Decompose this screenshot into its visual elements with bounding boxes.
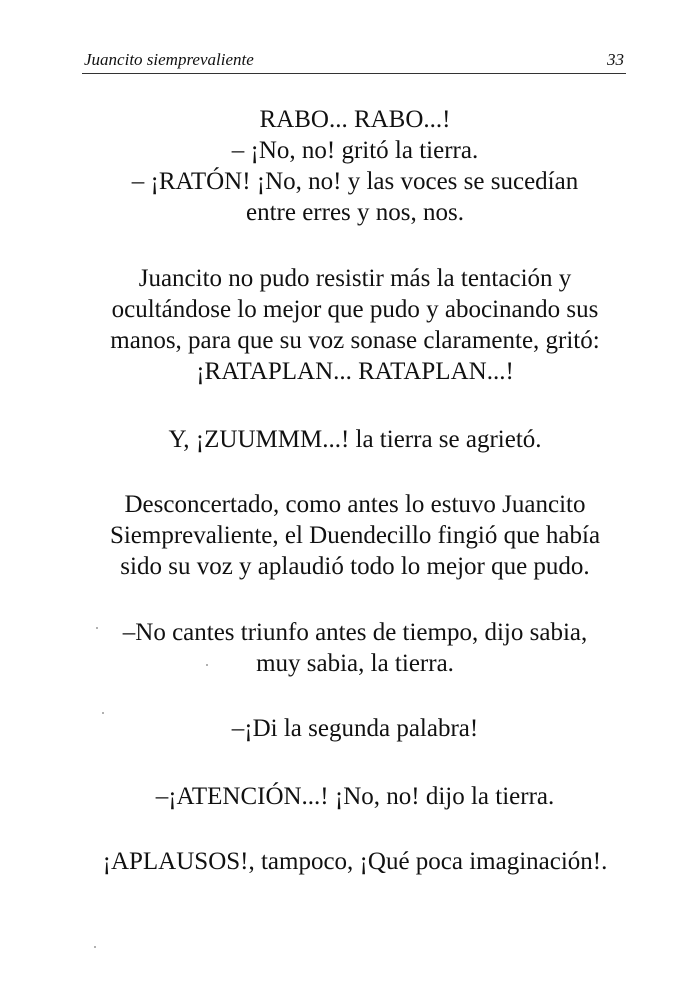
text-line: –¡Di la segunda palabra! — [231, 715, 479, 742]
text-line: –¡ATENCIÓN...! ¡No, no! dijo la tierra. — [155, 783, 555, 810]
paragraph-4 — [60, 489, 650, 582]
paragraph-7 — [60, 781, 650, 812]
paragraph-5 — [60, 617, 650, 679]
paragraph-8 — [60, 846, 650, 877]
running-header-title: Juancito siemprevaliente — [84, 50, 254, 69]
scan-speck — [102, 712, 104, 714]
text-line: entre erres y nos, nos. — [246, 199, 464, 226]
text-line: sido su voz y aplaudió todo lo mejor que pudo. — [120, 553, 590, 580]
running-header — [84, 50, 624, 72]
scan-speck — [94, 946, 96, 948]
header-rule — [82, 73, 626, 74]
paragraph-3 — [60, 424, 650, 455]
text-line: – ¡No, no! gritó la tierra. — [231, 137, 479, 164]
paragraph-1 — [60, 104, 650, 228]
text-line: – ¡RATÓN! ¡No, no! y las voces se sucedían — [131, 168, 579, 195]
page-number: 33 — [607, 50, 624, 69]
text-line: muy sabia, la tierra. — [256, 650, 454, 677]
scan-speck — [206, 664, 208, 666]
text-line: Siemprevaliente, el Duendecillo fingió que había — [109, 522, 601, 549]
text-line: –No cantes triunfo antes de tiempo, dijo sabia, — [122, 619, 588, 646]
text-line: RABO... RABO...! — [259, 106, 451, 133]
paragraph-6 — [60, 713, 650, 744]
text-line: manos, para que su voz sonase claramente, gritó: — [110, 327, 600, 354]
paragraph-2 — [60, 263, 650, 387]
scan-speck — [96, 627, 98, 629]
text-line: Y, ¡ZUUMMM...! la tierra se agrietó. — [168, 426, 542, 453]
text-line: ¡RATAPLAN... RATAPLAN...! — [196, 358, 514, 385]
text-line: Desconcertado, como antes lo estuvo Juancito — [124, 491, 586, 518]
text-line: ocultándose lo mejor que pudo y abocinando sus — [111, 296, 599, 323]
text-line: ¡APLAUSOS!, tampoco, ¡Qué poca imaginación!. — [102, 848, 608, 875]
text-line: Juancito no pudo resistir más la tentación y — [138, 265, 572, 292]
